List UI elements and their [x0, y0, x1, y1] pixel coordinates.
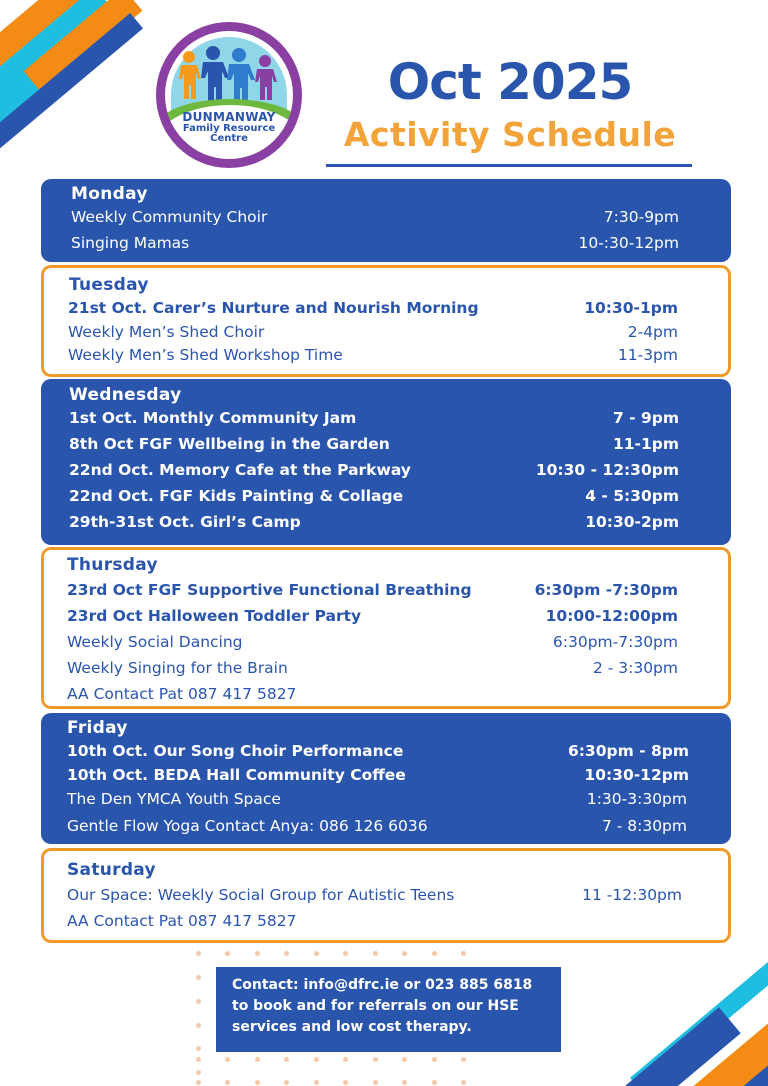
- activity-name: Singing Mamas: [71, 234, 190, 252]
- activity-name: Our Space: Weekly Social Group for Autistic Teens: [67, 886, 455, 904]
- day-box-friday: [41, 713, 731, 844]
- activity-time: 7 - 9pm: [612, 409, 679, 427]
- schedule-row: [68, 323, 678, 341]
- day-title: Thursday: [67, 555, 158, 575]
- activity-name: AA Contact Pat 087 417 5827: [67, 912, 297, 930]
- logo-text-line-1: DUNMANWAY: [182, 110, 276, 124]
- activity-time: 6:30pm-7:30pm: [552, 633, 678, 651]
- activity-name: 22nd Oct. Memory Cafe at the Parkway: [69, 461, 411, 479]
- schedule-row: [69, 409, 679, 427]
- day-box-tuesday: [41, 265, 731, 377]
- activity-time: 7 - 8:30pm: [601, 817, 687, 835]
- activity-time: 6:30pm -7:30pm: [534, 581, 678, 599]
- activity-name: 10th Oct. BEDA Hall Community Coffee: [67, 766, 406, 784]
- activity-name: Weekly Men’s Shed Workshop Time: [68, 346, 343, 364]
- dot-pattern-top: [196, 951, 466, 957]
- activity-time: 7:30-9pm: [603, 208, 679, 226]
- schedule-row: [67, 790, 687, 808]
- schedule-row: [69, 435, 679, 453]
- schedule-row: [67, 633, 678, 651]
- schedule-row: [67, 581, 678, 599]
- schedule-row: [67, 817, 687, 835]
- activity-time: 10-:30-12pm: [578, 234, 679, 252]
- schedule-row: [67, 659, 678, 677]
- activity-name: The Den YMCA Youth Space: [67, 790, 281, 808]
- schedule-row: [71, 234, 679, 252]
- day-title: Wednesday: [69, 385, 182, 405]
- activity-name: 1st Oct. Monthly Community Jam: [69, 409, 357, 427]
- activity-time: 6:30pm - 8pm: [567, 742, 689, 760]
- schedule-row: [67, 886, 682, 904]
- activity-name: 22nd Oct. FGF Kids Painting & Collage: [69, 487, 404, 505]
- dot-pattern-bottom-2: [196, 1080, 466, 1086]
- activity-name: 10th Oct. Our Song Choir Performance: [67, 742, 404, 760]
- contact-line-3: services and low cost therapy.: [232, 1019, 472, 1035]
- day-title: Friday: [67, 718, 128, 738]
- activity-time: 10:30-2pm: [585, 513, 679, 531]
- activity-time: 10:30 - 12:30pm: [535, 461, 679, 479]
- day-box-monday: [41, 179, 731, 262]
- activity-name: 29th-31st Oct. Girl’s Camp: [69, 513, 301, 531]
- activity-name: 21st Oct. Carer’s Nurture and Nourish Morning: [68, 299, 479, 317]
- activity-name: Weekly Men’s Shed Choir: [68, 323, 265, 341]
- dot-pattern-bottom: [196, 1057, 466, 1063]
- page-heading: [325, 52, 695, 156]
- contact-info-box: [216, 967, 561, 1052]
- schedule-row: [67, 685, 678, 703]
- logo-text-line-2: Family Resource: [182, 122, 276, 134]
- activity-name: Weekly Community Choir: [71, 208, 268, 226]
- schedule-row: [69, 461, 679, 479]
- schedule-row: [67, 912, 682, 930]
- activity-time: 4 - 5:30pm: [585, 487, 679, 505]
- schedule-row: [68, 299, 678, 317]
- month-title: Oct 2025: [387, 53, 633, 111]
- contact-line-2: to book and for referrals on our HSE: [232, 998, 519, 1014]
- day-title: Tuesday: [69, 275, 149, 295]
- activity-name: Weekly Social Dancing: [67, 633, 243, 651]
- schedule-row: [67, 742, 689, 760]
- family-figures-icon: [175, 45, 283, 107]
- schedule-row: [69, 487, 679, 505]
- activity-time: 11 -12:30pm: [582, 886, 682, 904]
- activity-name: Weekly Singing for the Brain: [67, 659, 288, 677]
- logo-text-line-3: Centre: [210, 133, 248, 145]
- day-box-wednesday: [41, 379, 731, 545]
- activity-time: 1:30-3:30pm: [586, 790, 687, 808]
- dfrc-logo: [156, 22, 302, 168]
- heading-underline: [326, 164, 692, 167]
- activity-name: Gentle Flow Yoga Contact Anya: 086 126 6036: [67, 817, 428, 835]
- day-box-thursday: [41, 547, 731, 709]
- activity-name: 8th Oct FGF Wellbeing in the Garden: [69, 435, 390, 453]
- activity-time: 11-1pm: [612, 435, 679, 453]
- schedule-row: [67, 607, 678, 625]
- activity-name: 23rd Oct Halloween Toddler Party: [67, 607, 362, 625]
- day-box-saturday: [41, 848, 731, 943]
- activity-time: 10:30-12pm: [584, 766, 689, 784]
- schedule-row: [69, 513, 679, 531]
- schedule-row: [68, 346, 678, 364]
- activity-time: 10:00-12:00pm: [545, 607, 678, 625]
- schedule-row: [67, 766, 689, 784]
- day-title: Saturday: [67, 860, 156, 880]
- activity-time: 10:30-1pm: [584, 299, 678, 317]
- activity-time: 2 - 3:30pm: [592, 659, 678, 677]
- schedule-row: [71, 208, 679, 226]
- activity-name: 23rd Oct FGF Supportive Functional Breathing: [67, 581, 472, 599]
- activity-time: 11-3pm: [617, 346, 678, 364]
- activity-time: 2-4pm: [627, 323, 678, 341]
- day-title: Monday: [71, 184, 148, 204]
- contact-line-1: Contact: info@dfrc.ie or 023 885 6818: [232, 977, 533, 993]
- activity-name: AA Contact Pat 087 417 5827: [67, 685, 297, 703]
- schedule-subtitle: Activity Schedule: [343, 115, 677, 154]
